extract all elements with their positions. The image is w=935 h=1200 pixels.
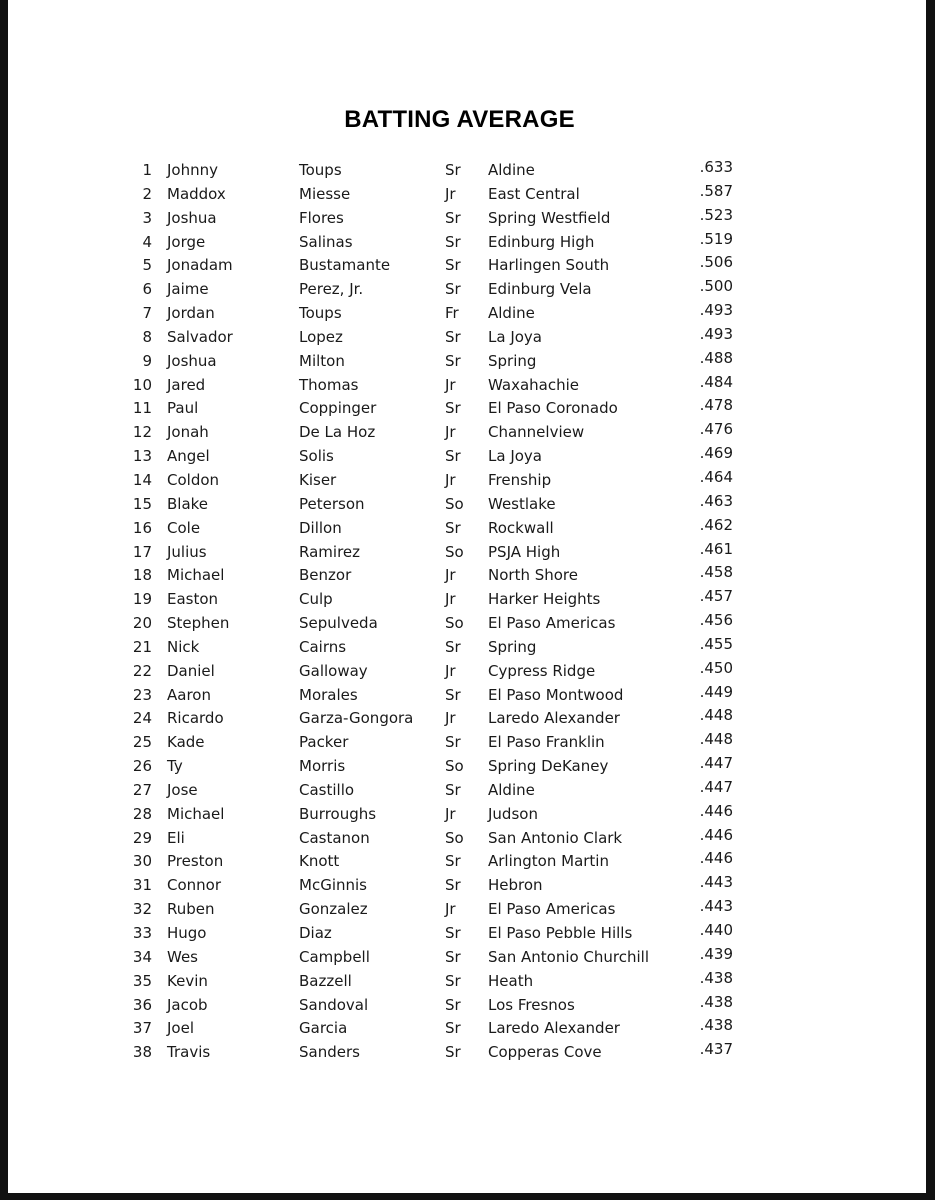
rank-cell: 5 (142, 256, 152, 275)
rank-cell: 24 (132, 709, 152, 728)
table-row (0, 659, 927, 683)
table-row (0, 921, 927, 945)
batting-average-cell: .450 (699, 658, 733, 677)
school-cell: El Paso Franklin (488, 733, 605, 752)
batting-average-cell: .493 (699, 301, 733, 320)
first-name-cell: Michael (167, 804, 225, 823)
table-row (0, 873, 927, 897)
class-year-cell: Jr (445, 470, 456, 489)
school-cell: Waxahachie (488, 375, 579, 394)
rank-cell: 29 (132, 828, 152, 847)
class-year-cell: Sr (445, 518, 461, 537)
school-cell: Spring (488, 351, 537, 370)
first-name-cell: Maddox (167, 184, 226, 203)
first-name-cell: Eli (167, 828, 185, 847)
rank-cell: 17 (132, 542, 152, 561)
batting-average-cell: .519 (699, 229, 733, 248)
class-year-cell: Sr (445, 947, 461, 966)
class-year-cell: Sr (445, 995, 461, 1014)
class-year-cell: So (445, 757, 464, 776)
class-year-cell: Sr (445, 733, 461, 752)
first-name-cell: Ty (167, 757, 183, 776)
rank-cell: 10 (132, 375, 152, 394)
rank-cell: 14 (132, 470, 152, 489)
class-year-cell: Sr (445, 924, 461, 942)
class-year-cell: So (445, 614, 464, 633)
rank-cell: 38 (132, 1043, 152, 1062)
last-name-cell: Castillo (299, 780, 355, 799)
first-name-cell: Cole (167, 518, 201, 537)
table-row (0, 802, 927, 826)
first-name-cell: Paul (167, 399, 199, 418)
batting-average-cell: .469 (699, 444, 733, 463)
batting-average-cell: .457 (699, 587, 733, 606)
table-row (0, 349, 927, 373)
first-name-cell: Ruben (167, 900, 215, 919)
table-row (0, 754, 927, 778)
last-name-cell: Knott (299, 852, 340, 871)
last-name-cell: Garcia (299, 1019, 348, 1038)
last-name-cell: Gonzalez (299, 900, 368, 919)
batting-average-cell: .438 (699, 992, 733, 1011)
class-year-cell: Sr (445, 637, 461, 656)
table-row (0, 325, 927, 349)
batting-average-cell: .449 (699, 682, 733, 701)
batting-average-cell: .440 (699, 921, 733, 939)
table-row (0, 444, 927, 468)
class-year-cell: Sr (445, 280, 461, 299)
rank-cell: 32 (132, 900, 152, 919)
batting-average-cell: .506 (699, 253, 733, 272)
class-year-cell: Sr (445, 1019, 461, 1038)
batting-average-cell: .462 (699, 515, 733, 534)
class-year-cell: So (445, 494, 464, 513)
first-name-cell: Aaron (167, 685, 211, 704)
first-name-cell: Kevin (167, 971, 208, 990)
last-name-cell: Kiser (299, 470, 337, 489)
rank-cell: 4 (142, 232, 152, 251)
class-year-cell: Jr (445, 184, 456, 203)
last-name-cell: Campbell (299, 947, 370, 966)
school-cell: Copperas Cove (488, 1043, 602, 1062)
table-row (0, 468, 927, 492)
last-name-cell: Castanon (299, 828, 370, 847)
class-year-cell: Sr (445, 447, 461, 466)
batting-average-cell: .488 (699, 348, 733, 367)
school-cell: El Paso Americas (488, 614, 616, 633)
last-name-cell: Garza-Gongora (299, 709, 414, 728)
last-name-cell: Sanders (299, 1043, 360, 1062)
batting-average-table (0, 158, 927, 1064)
class-year-cell: Sr (445, 971, 461, 990)
rank-cell: 28 (132, 804, 152, 823)
rank-cell: 21 (132, 637, 152, 656)
rank-cell: 25 (132, 733, 152, 752)
last-name-cell: De La Hoz (299, 423, 376, 442)
school-cell: East Central (488, 184, 580, 203)
table-row (0, 230, 927, 254)
batting-average-cell: .438 (699, 968, 733, 987)
class-year-cell: Sr (445, 399, 461, 418)
rank-cell: 7 (142, 304, 152, 323)
batting-average-cell: .461 (699, 539, 733, 558)
first-name-cell: Hugo (167, 924, 207, 942)
batting-average-cell: .476 (699, 420, 733, 439)
class-year-cell: Jr (445, 661, 456, 680)
last-name-cell: Morris (299, 757, 346, 776)
batting-average-cell: .447 (699, 754, 733, 773)
first-name-cell: Jacob (167, 995, 208, 1014)
school-cell: Edinburg Vela (488, 280, 592, 299)
table-row (0, 301, 927, 325)
table-row (0, 396, 927, 420)
table-row (0, 849, 927, 873)
first-name-cell: Jonadam (167, 256, 233, 275)
table-row (0, 1040, 927, 1064)
rank-cell: 13 (132, 447, 152, 466)
batting-average-cell: .439 (699, 944, 733, 963)
table-row (0, 516, 927, 540)
class-year-cell: Jr (445, 804, 456, 823)
first-name-cell: Connor (167, 876, 222, 895)
table-row (0, 587, 927, 611)
school-cell: Harlingen South (488, 256, 610, 275)
rank-cell: 1 (142, 161, 152, 179)
class-year-cell: So (445, 542, 464, 561)
rank-cell: 2 (142, 184, 152, 203)
batting-average-cell: .438 (699, 1016, 733, 1035)
school-cell: Frenship (488, 470, 552, 489)
first-name-cell: Stephen (167, 614, 230, 633)
school-cell: North Shore (488, 566, 578, 585)
school-cell: Laredo Alexander (488, 1019, 620, 1038)
first-name-cell: Daniel (167, 661, 215, 680)
first-name-cell: Joel (167, 1019, 194, 1038)
batting-average-cell: .448 (699, 730, 733, 749)
rank-cell: 18 (132, 566, 152, 585)
table-row (0, 611, 927, 635)
class-year-cell: Sr (445, 351, 461, 370)
first-name-cell: Jared (167, 375, 206, 394)
batting-average-cell: .484 (699, 372, 733, 391)
last-name-cell: Bustamante (299, 256, 391, 275)
school-cell: La Joya (488, 327, 542, 346)
table-row (0, 492, 927, 516)
last-name-cell: Culp (299, 590, 333, 609)
rank-cell: 8 (142, 327, 152, 346)
class-year-cell: Jr (445, 709, 456, 728)
first-name-cell: Easton (167, 590, 219, 609)
first-name-cell: Nick (167, 637, 200, 656)
school-cell: El Paso Montwood (488, 685, 624, 704)
class-year-cell: Jr (445, 900, 456, 919)
class-year-cell: Sr (445, 208, 461, 227)
last-name-cell: Packer (299, 733, 349, 752)
table-row (0, 373, 927, 397)
last-name-cell: Salinas (299, 232, 353, 251)
class-year-cell: So (445, 828, 464, 847)
last-name-cell: Sandoval (299, 995, 369, 1014)
school-cell: San Antonio Churchill (488, 947, 650, 966)
class-year-cell: Sr (445, 327, 461, 346)
class-year-cell: Jr (445, 566, 456, 585)
last-name-cell: Bazzell (299, 971, 352, 990)
table-row (0, 540, 927, 564)
school-cell: Edinburg High (488, 232, 595, 251)
last-name-cell: Toups (299, 161, 342, 179)
last-name-cell: Dillon (299, 518, 342, 537)
batting-average-cell: .478 (699, 396, 733, 415)
batting-average-cell: .456 (699, 611, 733, 630)
first-name-cell: Angel (167, 447, 210, 466)
first-name-cell: Jonah (167, 423, 209, 442)
class-year-cell: Sr (445, 780, 461, 799)
rank-cell: 22 (132, 661, 152, 680)
first-name-cell: Joshua (167, 351, 217, 370)
first-name-cell: Jose (167, 780, 198, 799)
school-cell: Spring DeKaney (488, 757, 609, 776)
last-name-cell: Lopez (299, 327, 343, 346)
batting-average-cell: .587 (699, 181, 733, 200)
rank-cell: 15 (132, 494, 152, 513)
table-row (0, 253, 927, 277)
rank-cell: 27 (132, 780, 152, 799)
school-cell: Spring Westfield (488, 208, 611, 227)
page-title: BATTING AVERAGE (344, 106, 575, 133)
batting-average-cell: .458 (699, 563, 733, 582)
rank-cell: 34 (132, 947, 152, 966)
school-cell: Arlington Martin (488, 852, 609, 871)
school-cell: El Paso Pebble Hills (488, 924, 633, 942)
last-name-cell: Burroughs (299, 804, 377, 823)
first-name-cell: Coldon (167, 470, 220, 489)
school-cell: Harker Heights (488, 590, 601, 609)
class-year-cell: Sr (445, 1043, 461, 1062)
batting-average-cell: .500 (699, 277, 733, 296)
last-name-cell: Perez, Jr. (299, 280, 364, 299)
rank-cell: 19 (132, 590, 152, 609)
first-name-cell: Wes (167, 947, 198, 966)
school-cell: Aldine (488, 780, 535, 799)
table-row (0, 635, 927, 659)
table-row (0, 993, 927, 1017)
first-name-cell: Preston (167, 852, 224, 871)
first-name-cell: Johnny (167, 161, 218, 179)
last-name-cell: Benzor (299, 566, 352, 585)
table-row (0, 706, 927, 730)
last-name-cell: Sepulveda (299, 614, 378, 633)
class-year-cell: Sr (445, 876, 461, 895)
first-name-cell: Joshua (167, 208, 217, 227)
batting-average-cell: .448 (699, 706, 733, 725)
batting-average-cell: .437 (699, 1040, 733, 1059)
rank-cell: 16 (132, 518, 152, 537)
first-name-cell: Salvador (167, 327, 233, 346)
class-year-cell: Sr (445, 161, 461, 179)
rank-cell: 33 (132, 924, 152, 942)
batting-average-cell: .493 (699, 324, 733, 343)
last-name-cell: Solis (299, 447, 334, 466)
table-row (0, 420, 927, 444)
table-row (0, 969, 927, 993)
rank-cell: 31 (132, 876, 152, 895)
batting-average-cell: .463 (699, 491, 733, 510)
rank-cell: 6 (142, 280, 152, 299)
class-year-cell: Jr (445, 423, 456, 442)
rank-cell: 30 (132, 852, 152, 871)
school-cell: PSJA High (488, 542, 561, 561)
rank-cell: 37 (132, 1019, 152, 1038)
rank-cell: 12 (132, 423, 152, 442)
school-cell: Cypress Ridge (488, 661, 596, 680)
table-row (0, 683, 927, 707)
school-cell: Spring (488, 637, 537, 656)
first-name-cell: Kade (167, 733, 205, 752)
class-year-cell: Sr (445, 256, 461, 275)
last-name-cell: Coppinger (299, 399, 377, 418)
first-name-cell: Travis (167, 1043, 211, 1062)
school-cell: Los Fresnos (488, 995, 575, 1014)
last-name-cell: Ramirez (299, 542, 361, 561)
school-cell: El Paso Americas (488, 900, 616, 919)
school-cell: Laredo Alexander (488, 709, 620, 728)
class-year-cell: Sr (445, 685, 461, 704)
class-year-cell: Sr (445, 852, 461, 871)
batting-average-cell: .446 (699, 849, 733, 868)
rank-cell: 20 (132, 614, 152, 633)
batting-average-cell: .446 (699, 801, 733, 820)
table-row (0, 277, 927, 301)
school-cell: Aldine (488, 304, 535, 323)
table-row (0, 897, 927, 921)
batting-average-cell: .633 (699, 158, 733, 176)
school-cell: Judson (488, 804, 538, 823)
school-cell: Channelview (488, 423, 585, 442)
first-name-cell: Michael (167, 566, 225, 585)
table-row (0, 182, 927, 206)
batting-average-cell: .443 (699, 897, 733, 916)
school-cell: Aldine (488, 161, 535, 179)
school-cell: Heath (488, 971, 534, 990)
class-year-cell: Jr (445, 590, 456, 609)
table-row (0, 730, 927, 754)
school-cell: El Paso Coronado (488, 399, 618, 418)
last-name-cell: Galloway (299, 661, 368, 680)
school-cell: San Antonio Clark (488, 828, 623, 847)
last-name-cell: Flores (299, 208, 344, 227)
last-name-cell: Cairns (299, 637, 347, 656)
first-name-cell: Jaime (167, 280, 209, 299)
batting-average-cell: .455 (699, 634, 733, 653)
rank-cell: 23 (132, 685, 152, 704)
table-row (0, 826, 927, 850)
table-row (0, 206, 927, 230)
table-row (0, 1016, 927, 1040)
last-name-cell: Toups (299, 304, 342, 323)
last-name-cell: Miesse (299, 184, 351, 203)
rank-cell: 9 (142, 351, 152, 370)
first-name-cell: Blake (167, 494, 209, 513)
table-row (0, 158, 927, 182)
rank-cell: 35 (132, 971, 152, 990)
class-year-cell: Jr (445, 375, 456, 394)
table-row (0, 945, 927, 969)
first-name-cell: Jordan (167, 304, 215, 323)
batting-average-cell: .446 (699, 825, 733, 844)
school-cell: Rockwall (488, 518, 554, 537)
batting-average-cell: .523 (699, 205, 733, 224)
school-cell: La Joya (488, 447, 542, 466)
school-cell: Westlake (488, 494, 556, 513)
rank-cell: 26 (132, 757, 152, 776)
last-name-cell: Morales (299, 685, 358, 704)
first-name-cell: Jorge (167, 232, 206, 251)
first-name-cell: Julius (167, 542, 207, 561)
last-name-cell: McGinnis (299, 876, 367, 895)
rank-cell: 3 (142, 208, 152, 227)
rank-cell: 36 (132, 995, 152, 1014)
rank-cell: 11 (132, 399, 152, 418)
batting-average-cell: .443 (699, 873, 733, 892)
batting-average-cell: .447 (699, 777, 733, 796)
first-name-cell: Ricardo (167, 709, 224, 728)
last-name-cell: Diaz (299, 924, 332, 942)
school-cell: Hebron (488, 876, 543, 895)
batting-average-cell: .464 (699, 467, 733, 486)
last-name-cell: Peterson (299, 494, 365, 513)
table-row (0, 563, 927, 587)
table-row (0, 778, 927, 802)
class-year-cell: Sr (445, 232, 461, 251)
last-name-cell: Milton (299, 351, 345, 370)
last-name-cell: Thomas (299, 375, 359, 394)
class-year-cell: Fr (445, 304, 459, 323)
